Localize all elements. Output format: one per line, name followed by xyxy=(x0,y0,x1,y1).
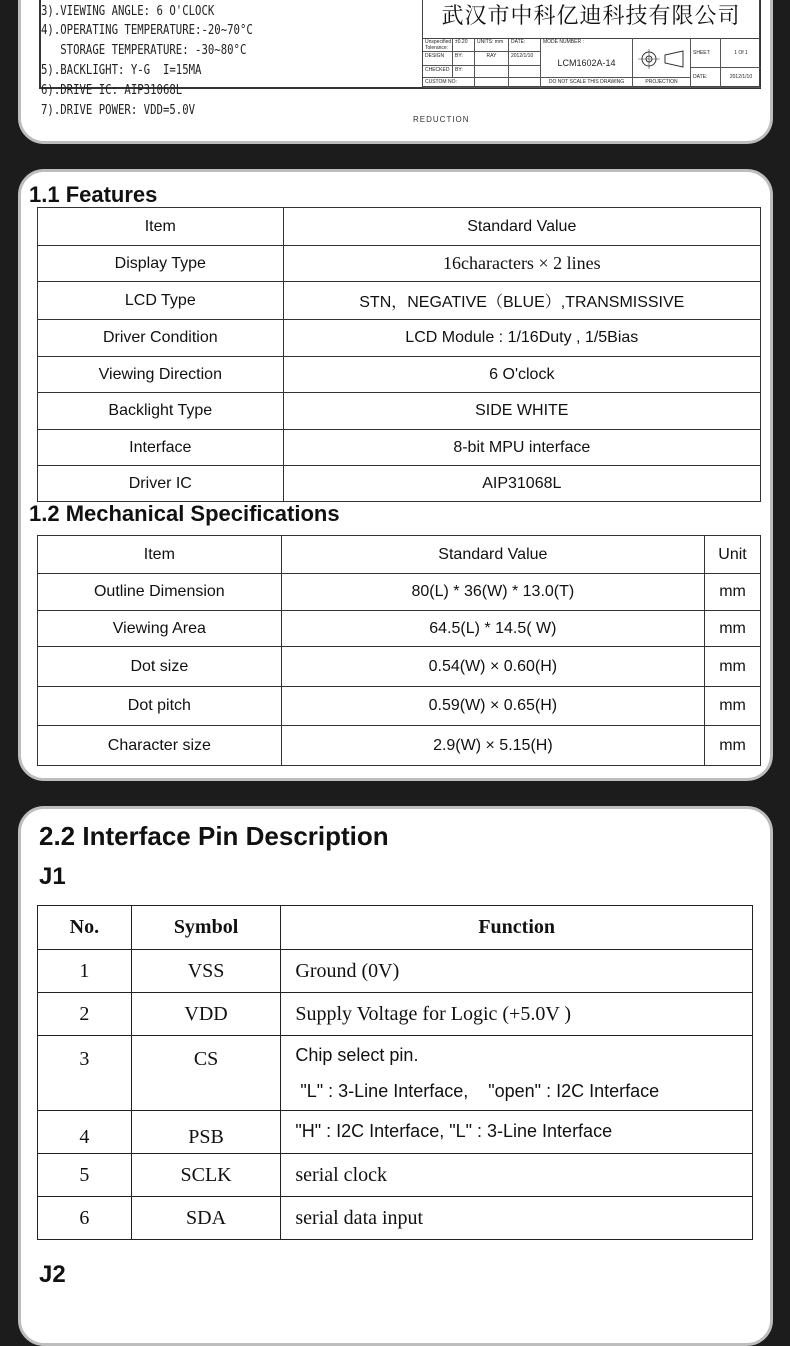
tb-empty-3 xyxy=(475,78,509,88)
pin-no-cell: 1 xyxy=(38,950,132,993)
tb-sheet-label: SHEET: xyxy=(691,38,721,68)
header-cell: Standard Value xyxy=(283,208,760,246)
item-cell: Character size xyxy=(38,726,282,766)
interface-heading: 2.2 Interface Pin Description xyxy=(39,821,389,851)
table-header-row xyxy=(38,906,753,950)
j1-label: J1 xyxy=(39,863,66,890)
pin-function-cell: Supply Voltage for Logic (+5.0V ) xyxy=(281,993,753,1036)
pin-symbol-cell: SCLK xyxy=(131,1154,281,1197)
value-cell: 2.9(W) × 5.15(H) xyxy=(281,726,704,766)
header-cell: Item xyxy=(38,536,282,574)
table-row xyxy=(38,993,753,1036)
table-row xyxy=(38,687,761,726)
tb-tolerance: ±0.20 xyxy=(453,38,475,52)
note-storage-temp: STORAGE TEMPERATURE: -30~80°C xyxy=(41,43,247,58)
j2-label: J2 xyxy=(39,1261,66,1288)
note-viewing-angle-cut: 3).VIEWING ANGLE: 6 O'CLOCK xyxy=(41,4,215,19)
pin-no-cell: 6 xyxy=(38,1197,132,1240)
header-cell: Unit xyxy=(705,536,761,574)
item-cell: Dot pitch xyxy=(38,687,282,726)
pin-function-line: "L" : 3-Line Interface, "open" : I2C Interface xyxy=(295,1081,660,1101)
table-row xyxy=(38,393,761,430)
table-row xyxy=(38,611,761,647)
tb-empty-4 xyxy=(509,78,541,88)
pin-no-cell: 3 xyxy=(38,1036,132,1111)
table-row xyxy=(38,357,761,393)
header-cell: Standard Value xyxy=(281,536,704,574)
tb-projection: PROJECTION xyxy=(633,78,691,88)
table-row xyxy=(38,320,761,357)
pin-symbol-cell: SDA xyxy=(131,1197,281,1240)
mechanical-heading: 1.2 Mechanical Specifications xyxy=(29,501,340,526)
spec-notes-panel xyxy=(18,0,773,144)
features-heading: 1.1 Features xyxy=(29,182,158,207)
tb-no-scale: DO NOT SCALE THIS DRAWING xyxy=(541,78,633,88)
value-cell: SIDE WHITE xyxy=(283,393,760,430)
item-cell: Backlight Type xyxy=(38,393,284,430)
item-cell: Driver IC xyxy=(38,466,284,502)
tb-model: LCM1602A-14 xyxy=(541,52,633,78)
value-cell: 64.5(L) * 14.5( W) xyxy=(281,611,704,647)
item-cell: Dot size xyxy=(38,647,282,687)
header-cell: No. xyxy=(38,906,132,950)
value-cell: AIP31068L xyxy=(283,466,760,502)
value-cell: 0.54(W) × 0.60(H) xyxy=(281,647,704,687)
table-row xyxy=(38,466,761,502)
table-header-row xyxy=(38,536,761,574)
table-header-row xyxy=(38,208,761,246)
note-drive-power: 7).DRIVE POWER: VDD=5.0V xyxy=(41,103,196,118)
tb-units: UNITS: mm xyxy=(475,38,509,52)
value-cell: 16characters × 2 lines xyxy=(283,246,760,282)
tb-custom-no: CUSTOM NO: xyxy=(423,78,475,88)
pin-function-cell: serial clock xyxy=(281,1154,753,1197)
pin-no-cell: 4 xyxy=(38,1111,132,1154)
value-cell: 0.59(W) × 0.65(H) xyxy=(281,687,704,726)
value-cell: LCD Module : 1/16Duty , 1/5Bias xyxy=(283,320,760,357)
company-name: 武汉市中科亿迪科技有限公司 xyxy=(423,0,759,39)
tb-design-date: 2012/1/10 xyxy=(509,52,541,66)
tb-mode-label: MODE NUMBER : xyxy=(541,38,633,52)
tb-checked: CHECKED xyxy=(423,66,453,78)
value-cell: STN，NEGATIVE（BLUE）,TRANSMISSIVE xyxy=(283,282,760,320)
pin-function-cell: "H" : I2C Interface, "L" : 3-Line Interface xyxy=(281,1111,753,1154)
table-row xyxy=(38,1036,753,1111)
reduction-text: REDUCTION xyxy=(413,115,470,124)
value-cell: 80(L) * 36(W) * 13.0(T) xyxy=(281,574,704,611)
note-drive-ic: 6).DRIVE IC: AIP31068L xyxy=(41,83,183,98)
item-cell: Interface xyxy=(38,430,284,466)
item-cell: Viewing Direction xyxy=(38,357,284,393)
unit-cell: mm xyxy=(705,726,761,766)
table-row xyxy=(38,1154,753,1197)
header-cell: Item xyxy=(38,208,284,246)
pin-no-cell: 2 xyxy=(38,993,132,1036)
header-cell: Symbol xyxy=(131,906,281,950)
features-table xyxy=(37,207,761,502)
tb-by: BY: xyxy=(453,52,475,66)
tb-empty-1 xyxy=(475,66,509,78)
pin-function-line: Chip select pin. xyxy=(295,1045,419,1065)
table-row xyxy=(38,726,761,766)
table-row xyxy=(38,1111,753,1154)
item-cell: Viewing Area xyxy=(38,611,282,647)
tb-sheet-value: 1 Of 1 xyxy=(721,38,761,68)
unit-cell: mm xyxy=(705,574,761,611)
table-row xyxy=(38,430,761,466)
value-cell: 8-bit MPU interface xyxy=(283,430,760,466)
tb-checked-by: BY: xyxy=(453,66,475,78)
projection-symbol-icon xyxy=(633,38,691,78)
table-row xyxy=(38,282,761,320)
note-operating-temp: 4).OPERATING TEMPERATURE:-20~70°C xyxy=(41,23,253,38)
item-cell: Outline Dimension xyxy=(38,574,282,611)
interface-panel xyxy=(18,806,773,1346)
value-cell: 6 O'clock xyxy=(283,357,760,393)
tb-date-value: 2012/1/10 xyxy=(721,68,761,88)
table-row xyxy=(38,1197,753,1240)
unit-cell: mm xyxy=(705,687,761,726)
tb-date-label-2: DATE: xyxy=(691,68,721,88)
title-block xyxy=(422,0,760,87)
table-row xyxy=(38,574,761,611)
unit-cell: mm xyxy=(705,611,761,647)
pin-symbol-cell: CS xyxy=(131,1036,281,1111)
pin-no-cell: 5 xyxy=(38,1154,132,1197)
tb-date-label: DATE: xyxy=(509,38,541,52)
pin-symbol-cell: VSS xyxy=(131,950,281,993)
tb-empty-2 xyxy=(509,66,541,78)
header-cell: Function xyxy=(281,906,753,950)
item-cell: Driver Condition xyxy=(38,320,284,357)
unit-cell: mm xyxy=(705,647,761,687)
item-cell: LCD Type xyxy=(38,282,284,320)
pin-function-cell xyxy=(281,1036,753,1111)
mechanical-table xyxy=(37,535,761,766)
table-row xyxy=(38,246,761,282)
spec-notes xyxy=(41,0,253,161)
pin-function-cell: Ground (0V) xyxy=(281,950,753,993)
pin-symbol-cell: VDD xyxy=(131,993,281,1036)
tb-designer: RAY xyxy=(475,52,509,66)
tb-design: DESIGN xyxy=(423,52,453,66)
table-row xyxy=(38,950,753,993)
pin-symbol-cell: PSB xyxy=(131,1111,281,1154)
table-row xyxy=(38,647,761,687)
specs-panel xyxy=(18,169,773,781)
pin-function-cell: serial data input xyxy=(281,1197,753,1240)
note-backlight: 5).BACKLIGHT: Y-G I=15MA xyxy=(41,63,202,78)
tb-unspecified: Unspecified Tolerance: xyxy=(425,39,452,51)
item-cell: Display Type xyxy=(38,246,284,282)
j1-pin-table xyxy=(37,905,753,1240)
